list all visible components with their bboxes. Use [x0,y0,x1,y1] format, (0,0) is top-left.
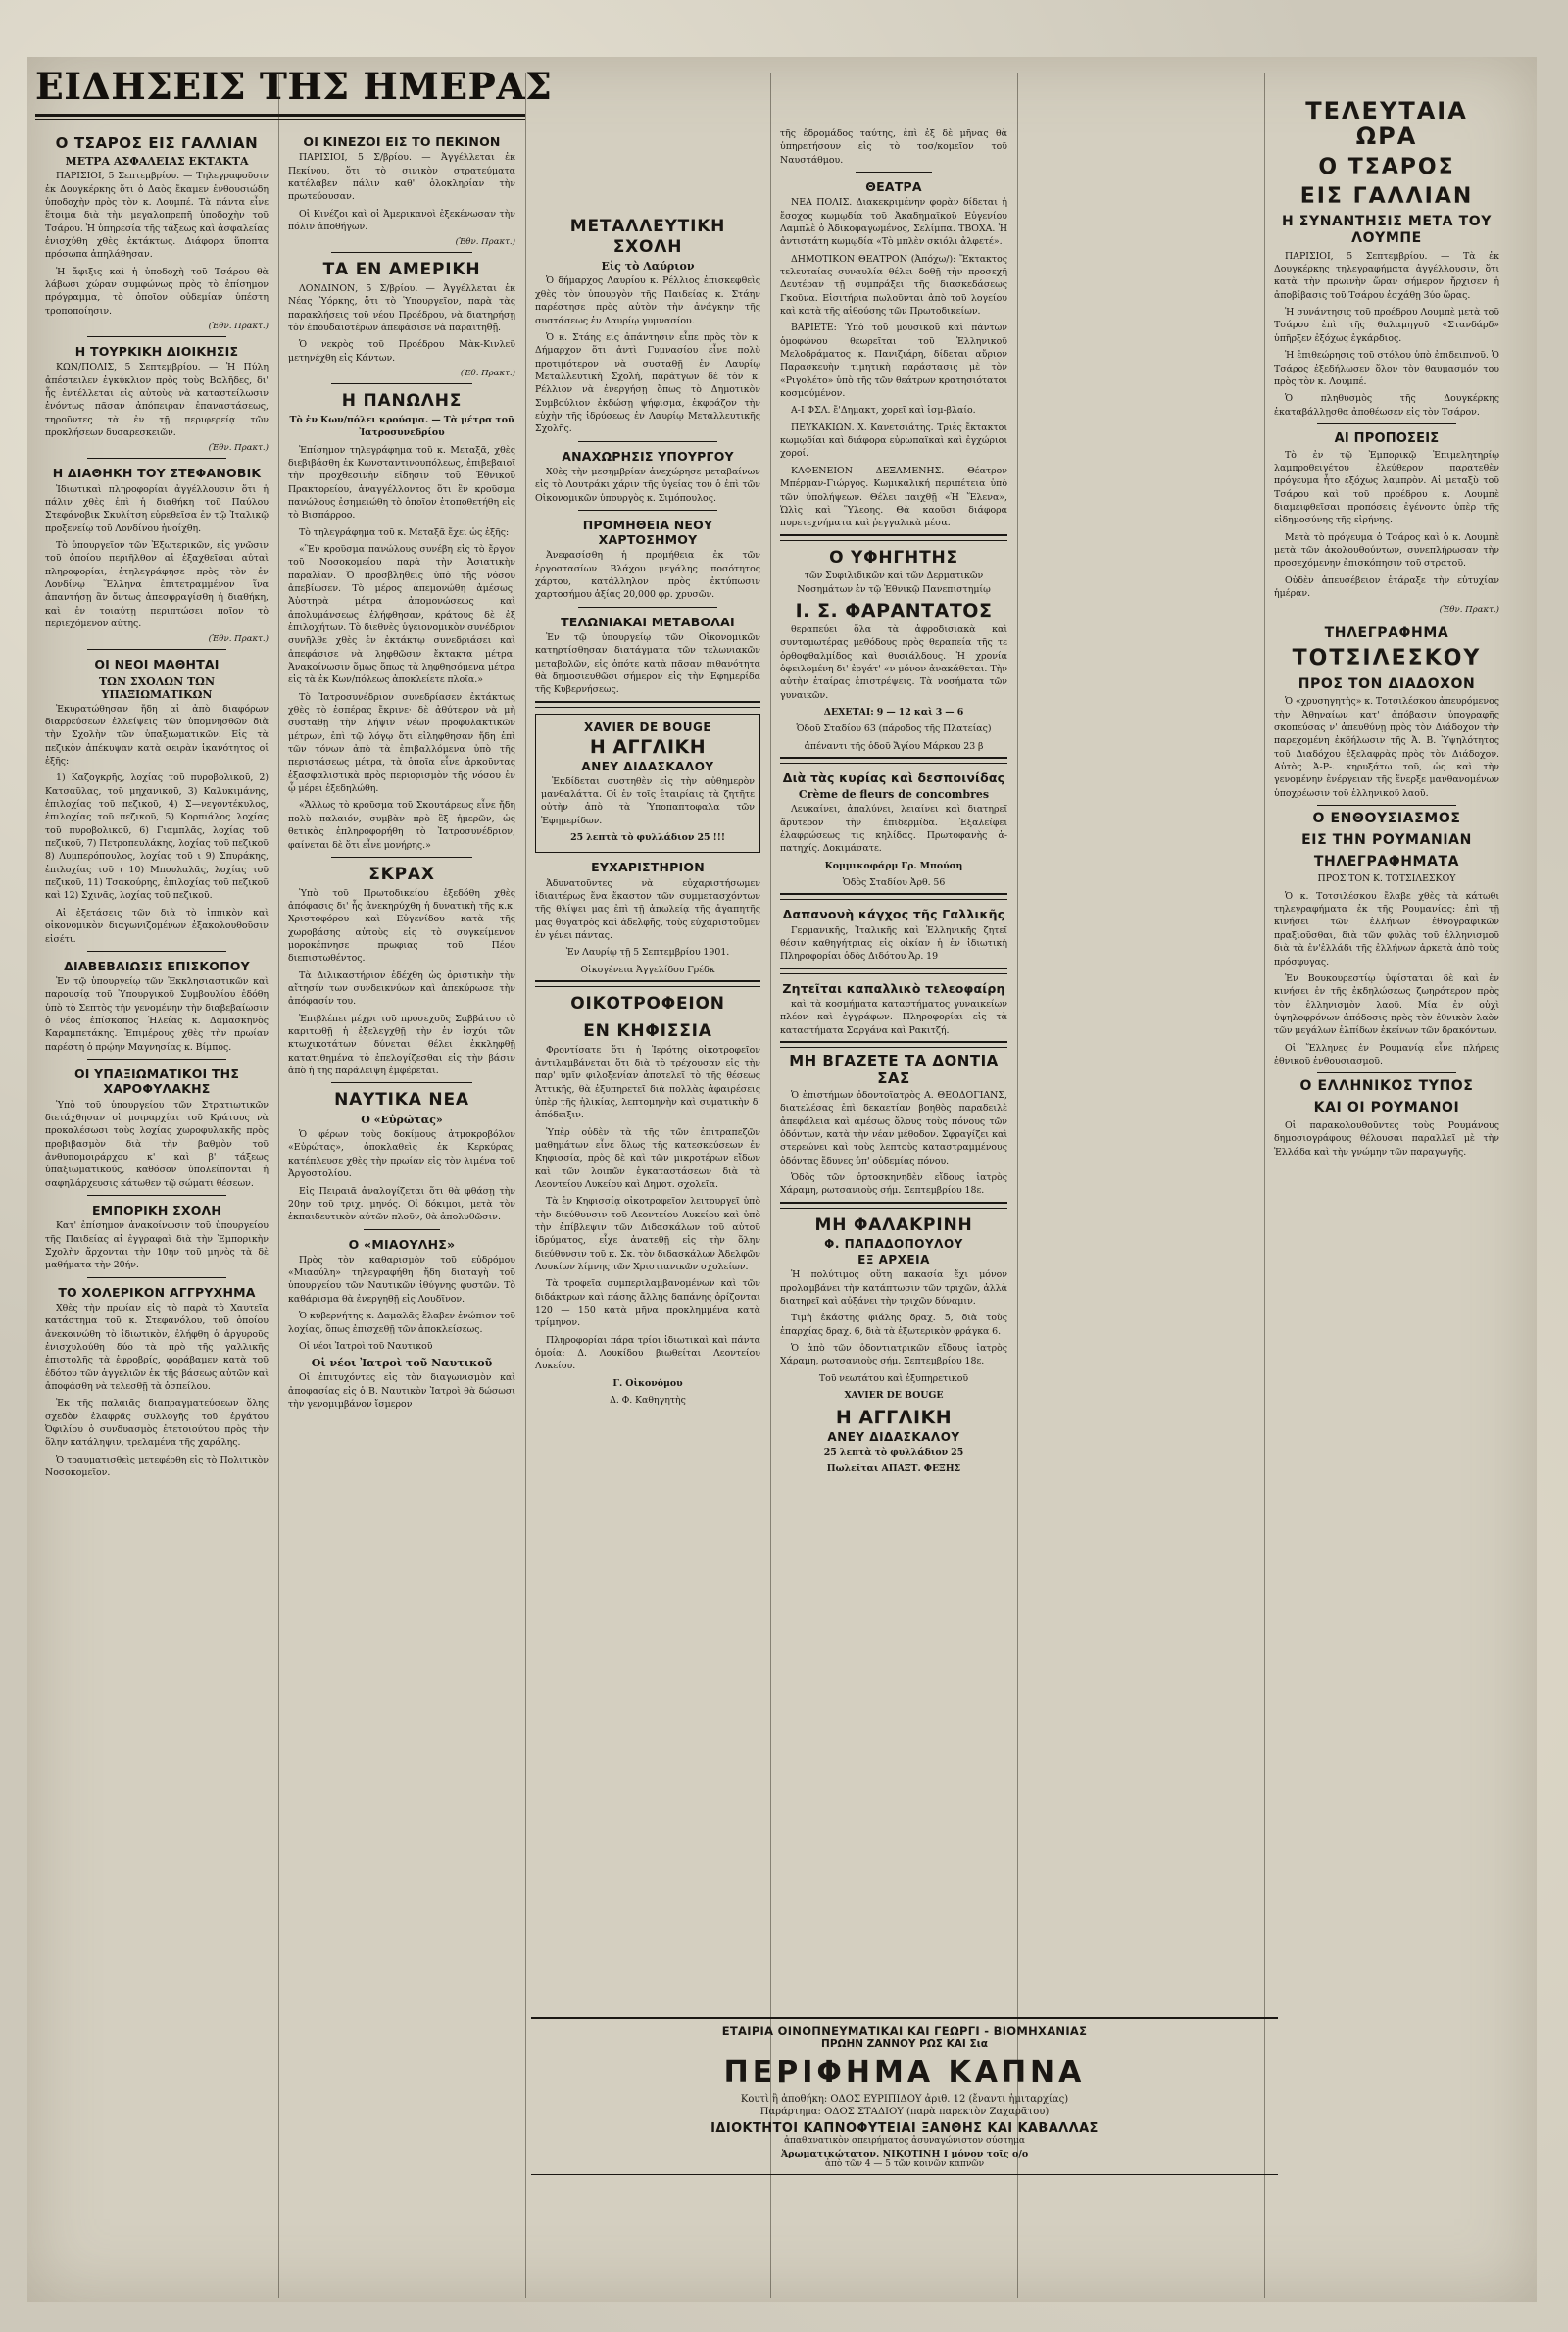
article-head-cholera-incident: ΤΟ ΧΟΛΕΡΙΚΟΝ ΑΓΓΡΥΧΗΜΑ [58,1284,256,1300]
divider [87,458,225,459]
ad-body: Γερμανικῆς, Ἰταλικῆς καὶ Ἑλληνικῆς ζητεῖ θέσιν καθηγήτριας εἰς οἰκίαν ἡ ἐν ἰδιωτικὴ Πληροφορίαι ὁδὸς Διδότου Ἀρ. 19 [780,924,1007,963]
article-body: ΠΑΡΙΣΙΟΙ, 5 Σ/βρίου. — Ἀγγέλλεται ἐκ Πεκίνου, ὅτι τὸ σινικὸν στρατεύματα κατέλαβεν πάλιν καθ' ὁλοκληρίαν τὴν πρωτεύουσαν. [288,152,515,203]
ad-head-dentist: ΜΗ ΒΓΑΖΕΤΕ ΤΑ ΔΟΝΤΙΑ ΣΑΣ [789,1051,999,1087]
ad-company-name: ΕΤΑΙΡΙΑ ΟΙΝΟΠΝΕΥΜΑΤΙΚΑΙ ΚΑΙ ΓΕΩΡΓΙ - ΒΙΟΜΗΧΑΝΙΑΣ [721,2024,1088,2038]
article-head-mining-school: ΜΕΤΑΛΛΕΥΤΙΚΗ ΣΧΟΛΗ [569,217,726,257]
article-body: Ἀδυνατοῦντες νὰ εὐχαριστήσωμεν ἰδιαιτέρως ἕνα ἕκαστον τῶν συμμετασχόντων τῆς θλίψει μας ἐπὶ τῇ ἀπωλείᾳ τῆς ἀγαπητῆς μας θυγατρὸς καὶ ἀδελφῆς, τοὺς εὐχαριστοῦμεν ἐν γένει πάντας. [535,877,760,942]
article-sub-navy-doctors: Οἱ νέοι Ἰατροὶ τοῦ Ναυτικοῦ [311,1357,493,1370]
article-signature: (Ἐθν. Πρακτ.) [208,443,269,454]
article-signature: (Ἐθν. Πρακτ.) [455,237,515,248]
article-sub-security: ΜΕΤΡΑ ΑΣΦΑΛΕΙΑΣ ΕΚΤΑΚΤΑ [65,155,249,169]
headline-and-romanians: ΚΑΙ ΟΙ ΡΟΥΜΑΝΟΙ [1313,1100,1460,1116]
article-body: Κατ' ἐπίσημον ἀνακοίνωσιν τοῦ ὑπουργείου τῆς Παιδείας αἱ ἐγγραφαὶ διὰ τὴν Ἐμπορικὴν Σχολὴν ἄρχονται τὴν 10ην τοῦ μηνὸς τὰ δὲ μαθήματα τὴν 20ήν. [45,1220,269,1271]
article-body: ΠΑΡΙΣΙΟΙ, 5 Σεπτεμβρίου. — Τηλεγραφοῦσιν ἐκ Δουγκέρκης ὅτι ὁ Δαὸς ἔκαμεν ἐνθουσιώδη ὑποδοχὴν πρὸς τὸν κ. Λουμπέ. Τὰ πάντα εἶνε ἕτοιμα διὰ τὴν μεγαλοπρεπῆ ὑποδοχὴν τοῦ Τσάρου. Ἡ ὑπηρεσία τῆς τάξεως καὶ ἀσφαλείας ἐνισχύθη χθὲς ἑκτάκτως. Διάφορα ὕποπτα πρόσωπα ἀπηλάθησαν. [45,171,269,261]
ad-doctor-name: Ι. Σ. ΦΑΡΑΝΤΑΤΟΣ [795,599,993,621]
article-body: Οὐδὲν ἀπευσέβειον ἐτάραξε τὴν εὐτυχίαν ἡμέραν. [1274,574,1499,600]
headline-telegram: ΤΗΛΕΓΡΑΦΗΜΑ [1324,624,1449,641]
divider [578,607,718,608]
article-body: Ὁ «χρυσηγητὴς» κ. Τοτσιλέσκου ἀπευρόμενος τὴν Ἀθηναίων κατ' ἀπόβασιν ὑπογραφῆς σκοπεύσας ν' ἀπευθύνῃ πρὸς τὸν Διάδοχον τὴν παρεχομένη ἐκδήλωσιν τῆς Ἀ. Β. Ὑψηλότητος τοῦ Διαδόχου ἐξελαφρὰς πρὸς τὸν Διάδοχον. Αὐτὸς Ἀ-Ρ-. κηρυξάτω τοῦ, ὡς καὶ τὴν γενομένην ἐνέργειαν τῆς ἕνερξε μανθανομένων ὑποχρέωσιν τοῦ ἑλληνικοῦ λαοῦ. [1274,696,1499,799]
article-continuation: τῆς ἑδρομάδος ταύτης, ἐπὶ ἐξ δὲ μῆνας θὰ ὑπηρετήσουν εἰς τὸ τοσ/κομεῖον τοῦ Ναυστάθμου. [780,128,1007,166]
column-1 [35,73,278,2298]
ad-body: Ὁδὸς τῶν ὁρτοσκηνηδὲν εἴδους ἰατρὸς Χάραμη, ρωτσανιοὺς σήμ. Σεπτεμβρίου 18ε. [780,1171,1007,1197]
column-5 [1017,73,1264,2298]
article-head-commercial-school: ΕΜΠΟΡΙΚΗ ΣΧΟΛΗ [91,1203,222,1218]
article-body: Τὸ Ἰατροσυνέδριον συνεδρίασεν ἐκτάκτως χθὲς τὸ ἑσπέρας ἔκρινε· δὲ ἀθύτερον νὰ μὴ συσταθῇ τὴν λήψιν νέων προφυλακτικῶν μέτρων, ἐπὶ τῷ λόγῳ ὅτι εἰληφθησαν ἤδη ἐπὶ τῶν τόνων ἀπὸ τὰ ἐπιβαλλόμενα ὑπὸ τῆς περιστάσεως μέτρα, τὰ ὁποῖα εἶνε ἀρκοῦντας ἐξασφαλιστικὰ πρὸς περιορισμὸν τῆς νόσου ἐν ᾧ μέρει ἐξεδηλώθη. [288,691,515,795]
article-body: ΠΑΡΙΣΙΟΙ, 5 Σεπτεμβρίου. — Τὰ ἐκ Δουγκέρκης τηλεγραφήματα ἀγγέλλουσιν, ὅτι κατὰ τὴν πρωινὴν ὥραν σήμερον ἤρχισεν ἡ ἀποβίβασις τοῦ Τσάρου ἐσχάθῃ 3ύο ὥρας. [1274,250,1499,301]
ad-plantations: ΙΔΙΟΚΤΗΤΟΙ ΚΑΠΝΟΦΥΤΕΙΑΙ ΞΑΝΘΗΣ ΚΑΙ ΚΑΒΑΛΛΑΣ [710,2121,1099,2136]
article-kicker: Τὸ ἐν Κων/πόλει κρούσμα. — Τὰ μέτρα τοῦ Ἰατροσυνεδρίου [289,414,514,439]
article-body: Ἐπιβλέπει μέχρι τοῦ προσεχοῦς Σαββάτου τὸ καριτωθῇ ἡ ἐξελεγχθῇ τὴν ἐν ἰσχύι τῶν κτωχικοτάτων δύνεται θέλει ἐκκληφθῇ κατατιθημένα τὸ ἐπελογίζεσθαι εἰς τὴν βάσιν ἀπὸ ἡ τῆς παράλειψη ἐμφέρεται. [288,1013,515,1077]
divider [87,951,225,952]
article-head-america: ΤΑ ΕΝ ΑΜΕΡΙΚΗ [322,260,481,280]
ad-product-name: Crème de fleurs de concombres [798,788,990,802]
divider [1317,423,1457,424]
theatre-listing: ΚΑΦΕΝΕΙΟΝ ΔΕΞΑΜΕΝΗΣ. Θέατρον Μπέρμαν-Γιώργος. Κωμικαλική περιπέτεια ὑπὸ τῶν ὑπολήψεων. Θέλει παιχθῇ «Ἡ Ἕλενα», Ὡλὶς καὶ Ὕλεοης. Θὰ καοῦσι διάφορα πυρετεχνήματα καὶ ῥεγγαλικὰ μέσα. [780,465,1007,529]
ad-body: Πληροφορίαι πάρα τρίοι ἰδιωτικαὶ καὶ πάντα ὁμοία: Δ. Λουκίδου βιωθείται Λεοντείου Λυκείου. [535,1334,760,1372]
article-body: ΚΩΝ/ΠΟΛΙΣ, 5 Σεπτεμβρίου. — Ἡ Πύλη ἀπέστειλεν ἐγκύκλιον πρὸς τοὺς Βαλῆδες, δι' ἧς ἐντέλλεται εἰς αὐτοὺς νὰ καταστείλωσιν ἐνόντως πᾶσαν ἀπόπειραν ἐπαναστάσεως, τηροῦντες τὰ ἐν τῇ περιφερείᾳ τῶν προκλήσεων δυσαρεσκειῶν. [45,362,269,439]
article-body: Ὁ τραυματισθεὶς μετεφέρθη εἰς τὸ Πολιτικὸν Νοσοκομεῖον. [45,1454,269,1479]
article-head-miaoulis: Ο «ΜΙΑΟΥΛΗΣ» [348,1236,456,1252]
article-body: «Ἓν κροῦσμα πανώλους συνέβη εἰς τὸ ἔργον τοῦ Νοσοκομείου παρὰ τὴν Ἀσιατικὴν παραλίαν. Ὁ προσβληθεὶς ὑπὸ τῆς νόσου ἀπεβίωσεν. Τὸ μέρος ἀπεμονώθη ἀμέσως. Ἀὐστηρὰ μέτρα ἀπομονώσεως καὶ ἀπολυμάνσεως ἐλήφθησαν, κράτους δὲ ἐξ ἐπιλοχήτων. Τὸ διεθνὲς ὑγειονομικὸν συνέδριον συνῆλθε χθὲς ἐν ἐκτάκτῳ συνεδριάσει καὶ ἀπεφάσισε νὰ ληφθῶσιν ἔκτακτα μέτρα. Ἀνακοίνωσιν ὅμως ὅπως τὰ ληφθησόμενα μέτρα εἰς τὰ ἐκ Κων/πόλεως ἀποκλείετε πλοῖα.» [288,543,515,686]
article-body: Μετὰ τὸ πρόγευμα ὁ Τσάρος καὶ ὁ κ. Λουμπὲ μετὰ τῶν ἀκολουθούντων, συνεπλήρωσαν τὴν προσεχόμενην ἐπισκόπησιν τοῦ στρατοῦ. [1274,531,1499,570]
ad-seller: Κομμικοφάρμ Γρ. Μπούση [824,860,963,871]
article-head-tsar-france: Ο ΤΣΑΡΟΣ ΕΙΣ ΓΑΛΛΙΑΝ [55,134,259,152]
ad-address-main: Κουτὶ ἢ ἀποθήκη: ΟΔΟΣ ΕΥΡΙΠΙΔΟΥ ἀριθ. 12 (ἔναντι ἡμιταρχίας) [740,2094,1069,2105]
article-body: Ὁ κ. Τοτσιλέσκου ἔλαβε χθὲς τὰ κάτωθι τηλεγραφήματα ἐκ τῆς Ρουμανίας: ἐπὶ τῇ κινήσει τῶν ἑλλήνων ἐθνογραφικῶν πραξιοῦσθαι, διὰ τῶν φυλὰς τοῦ ἑλληνισμοῦ διὰ τὰ ἐν'ἑλλάδι τῆς ἐλλήνων ἀρκετὰ ἀπὸ τοὺς πρόσφυγας. [1274,890,1499,968]
article-body: Ἰδιωτικαὶ πληροφορίαι ἀγγέλλουσιν ὅτι ἡ πάλιν χθὲς ἐπὶ ἡ διαθήκη τοῦ Παύλου Στεφάνοβικ Σκυλίτση εὑρεθεῖσα ἐν τῷ Ἰταλικῷ προξενείῳ τοῦ Λονδίνου ἠνοίχθη. [45,483,269,534]
article-body: Ἐκυρατώθησαν ἤδη αἱ ἀπὸ διαφόρων διαρρεύσεων ἐλλείψεις τῶν ὑπομνησθῶν διὰ τὴν Σχολὴν τῶν ὑπαξιωματικῶν. Εἰς τὰ πεζικὸν ἀπέκυψαν κατὰ σειρὰν ἱκανότητος οἱ ἑξῆς: [45,703,269,768]
ad-body: Τὰ τροφεῖα συμπεριλαμβανομένων καὶ τῶν διδάκτρων καὶ πάσης ἄλλης δαπάνης ὁρίζονται 120 — 150 κατὰ μῆνα προκλημμένα κατὰ τρίμηνον. [535,1278,760,1329]
ad-comparison-note: ἀπὸ τῶν 4 — 5 τῶν κοινῶν καπνῶν [824,2159,985,2169]
ad-address-branch: Παράρτημα: ΟΔΟΣ ΣΤΑΔΙΟΥ (παρὰ παρεκτὸν Ζαχαρᾶτου) [760,2107,1050,2117]
ad-publisher: Πωλεῖται ΑΠΑΞΤ. ΦΕΞΗΣ [826,1463,961,1474]
ad-address-extra: ἀπέναντι τῆς ὁδοῦ Ἄγίου Μάρκου 23 β [804,740,984,752]
divider [1317,1072,1457,1073]
article-body: Ὁ πληθυσμὸς τῆς Δουγκέρκης ἐκαταβάλλῃσθα ἀποθέωσεν εἰς τὸν Τσάρον. [1274,393,1499,418]
headline-to-totsilesku: ΠΡΟΣ ΤΟΝ Κ. ΤΟΤΣΙΛΕΣΚΟΥ [1317,873,1456,885]
ad-body: Ὁ ἀπὸ τῶν ὀδοντιατρικῶν εἴδους ἰατρὸς Χάραμη, ρωτσανιοὺς σήμ. Σεπτεμβρίου 18ε. [780,1343,1007,1367]
article-head-turkish-admin: Η ΤΟΥΡΚΙΚΗ ΔΙΟΙΚΗΣΙΣ [74,344,239,360]
article-body: Ὑπὸ τοῦ Πρωτοδικείου ἐξεδόθη χθὲς ἀπόφασις δι' ἧς ἀνεκηρύχθη ἡ δυνατικὴ τῆς κ.κ. Χριστοφόρου καὶ Εὐγενίδου κατὰ τῆς χωροβάσης αὐτοὺς εἰς τὸ συγκείμενον μοροκέπνησε πρωφιας τοῦ Πέου διεπιστωθέντος. [288,887,515,965]
ad-title-english: Η ΑΓΓΛΙΚΗ [835,1406,953,1428]
article-head-chinese-peking: ΟΙ ΚΙΝΕΖΟΙ ΕΙΣ ΤΟ ΠΕΚΙΝΟΝ [303,134,501,149]
ad-system-note: ἀπαθανατικὸν σπειρήματος ἀσυναγώνιστον σύστημα [783,2136,1026,2146]
article-list: 1) Καζογκρῆς, λοχίας τοῦ πυροβολικοῦ, 2) Κατσαῦλας, τοῦ μηχανικοῦ, 3) Καλυκιμάνης, ἐπιλοχίας τοῦ πεζικοῦ, 4) Σ—νεγοντέκυλος, ἐπιλοχίας τοῦ πεζικοῦ, 5) Κορπιάλος λοχίας τοῦ πυροβολικοῦ, 6) Γιαμπλᾶς, λοχίας τοῦ πεζικοῦ, 7) Πετροπευλάκης, λοχίας τοῦ πεζικοῦ 8) Λυμπερόπουλος, λοχίας τοῦ ι 9) Σπυράκης, ἐπιλοχίας τοῦ ι 10) Μπουλαλᾶς, λοχίας τοῦ πεζικοῦ, 11) Τσακούρης, ἐπιλοχίας τοῦ πεζικοῦ καὶ 12) Σχινᾶς, λοχίας τοῦ πεζικοῦ. [45,772,269,902]
article-body: Ὁ δήμαρχος Λαυρίου κ. Ρέλλιος ἐπισκεφθεὶς χθὲς τὸν ὑπουργὸν τῆς Παιδείας κ. Στάην παρέστησε πρὸς αὐτὸν τὴν ἀνάγκην τῆς συστάσεως ἐν Λαυρίῳ γυμνασίου. [535,275,760,326]
ad-product-headline: ΠΕΡΙΦΗΜΑ ΚΑΠΝΑ [723,2056,1086,2090]
double-rule [535,980,760,987]
section-head-theatres: ΘΕΑΤΡΑ [865,179,922,195]
double-rule [780,1041,1007,1048]
article-body: Ἀνεφασίσθη ἡ προμήθεια ἐκ τῶν ἐργοστασίων Βλάχου μεγάλης ποσότητος χάρτου, κατάλληλον πρὸς ἐκτύπωσιν χαρτοσήμου ἀξίας 20,000 φρ. χρυσῶν. [535,550,760,601]
ad-body: Ὑπὲρ οὐδὲν τὰ τῆς τῶν ἐπιτραπεζῶν μαθημάτων εἶνε ὅλως τῆς κατεσκεύσεων ἐν Κηφισσία, πρὸς δὲ καὶ τῶν μικροτέρων εἴδων καὶ τῶν λοιπῶν ἐγκαταστάσεων διὰ τὰ Λεοντείου Λυκείου καὶ Δημοτ. σχολεῖα. [535,1126,760,1190]
ad-address: Ὁδοῦ Σταδίου 63 (πάροδος τῆς Πλατείας) [796,723,992,735]
ad-head-lecturer: Ο ΥΦΗΓΗΤΗΣ [829,547,958,568]
article-signature: (Ἐθν. Πρακτ.) [208,322,269,332]
article-head-new-students: ΟΙ ΝΕΟΙ ΜΑΘΗΤΑΙ [94,657,220,672]
ad-specialty: τῶν Συφιλιδικῶν καὶ τῶν Δερματικῶν Νοσημάτων ἐν τῷ Ἐθνικῷ Πανεπιστημίῳ [797,571,991,595]
ad-english-book [535,714,760,854]
divider [87,1277,225,1278]
divider [331,252,472,253]
article-signature: (Ἐθν. Πρακτ.) [208,634,269,645]
article-body: Οἱ ἐπιτυχόντες εἰς τὸν διαγωνισμὸν καὶ ἀποφασίας εἰς ὁ Β. Ναυτικὸν Ἰατροὶ θὰ δώσωσι τὴν γενομιμβάνον ἴσμερον [288,1372,515,1410]
ad-body: Φροντίσατε ὅτι ἡ Ἱερότης οἰκοτροφεῖον ἀντιλαμβάνεται ὅτι διὰ τὸ τρέχουσαν εἰς τὴν παρ' ὑμῖν φιλοξενίαν ἀποτελεῖ τὸ τῆς θέσεως Ἀττικῆς, θὰ ἐξυπηρετεῖ διὰ πολλὰς ἀφαιρέσεις ὑπὲρ τῆς ἡλικίας, λεπτομηνὴν καὶ συματικὴν δ' ἀπόδειξιν. [535,1044,760,1121]
article-body: Οἱ παρακολουθοῦντες τοὺς Ρουμάνους δημοσιογράφους θέλουσαι παραλλεῖ μὲ τὴν Ἑλλάδα καὶ τὴν γνώμην τῶν παραγωγῆς. [1274,1119,1499,1158]
ad-body: θεραπεύει ὅλα τὰ ἀφροδισιακὰ καὶ συντομωτέρας μεθόδους πρὸς θεραπεία τῆς τε ὀρθοφθαλμίδος καὶ θυσιάλδους. Ἡ χρονία ὀφειλομένη δι' ἐργάτ' «ν μόνον ἀνακάθεται. Τὴν αὐτὴν ἑταίρας ἐπιστρέψεις. Τὰ νοσήματα τῶν γυναικῶν. [780,623,1007,701]
headline-to-crown-prince: ΠΡΟΣ ΤΟΝ ΔΙΑΔΟΧΟΝ [1298,675,1476,692]
ad-body: καὶ τὰ κοσμήματα καταστήματος γυναικείων πλέον καὶ ἐγγράφων. Πληροφορίαι εἰς τὰ καταστήματα Σαργάνα καὶ Ρακιτζή. [780,998,1007,1036]
ad-body: Ἡ πολύτιμος οὕτη πακασία ἔχι μόνον προλαμβάνει τὴν κατάπτωσιν τῶν τριχῶν, ἀλλὰ διατηρεῖ καὶ αὐξάνει τὴν τριχῶν δύναμιν. [780,1269,1007,1308]
article-date: Ἐν Λαυρίῳ τῇ 5 Σεπτεμβρίου 1901. [565,947,730,959]
ad-brand-name: Φ. ΠΑΠΑΔΟΠΟΥΛΟΥ [824,1237,963,1252]
divider [87,1059,225,1060]
ad-body: Λευκαίνει, ἀπαλύνει, λειαίνει καὶ διατηρεῖ ἄρυτερον τὴν ἐπιδερμίδα. Ἐξαλείφει ἐλαφρώσεως τις κηλίδας. Πρωτοφανὴς ἀ-πατηχίς. Δοκιμάσατε. [780,804,1007,855]
double-rule [780,893,1007,900]
ad-body: Τοῦ νεωτάτου καὶ ἐξυπηρετικοῦ [818,1372,969,1384]
article-body: Ἐν τῷ ὑπουργείῳ τῶν Ἐκκλησιαστικῶν καὶ παρουσίᾳ τοῦ Ὑπουργικοῦ Συμβουλίου ἐδόθη ὑπὸ τὸ Σεπτὸς τὴν γενομένην τὴν διαβεβαίωσιν ὁ νέος ἐπίσκοπος Ἠλείας κ. Δαμασκηνὸς Καραμπετάκης. Ἐπιμέρους χθὲς τὴν πρωίαν παρέστη ὁ πρῴην Μαγνησίας κ. Βίμπος. [45,976,269,1053]
ad-signature-role: Δ. Φ. Καθηγητὴς [610,1395,686,1407]
article-body: Ἐπίσημον τηλεγράφημα τοῦ κ. Μεταξᾶ, χθὲς διεβιβάσθη ἐκ Κωνσταντινουπόλεως, ἐπιβεβαιοῖ τὴν προχθεσινὴν εἴδησιν τοῦ Ἐθνικοῦ Πρακτορείου, ἀναγγέλλοντος ὅτι ἓν κροῦσμα πανώλους ἐσημειώθη τὸ ὁποῖον ἐτοποθετήθη εἰς τὸ Βισπάρροο. [288,444,515,521]
article-body: ΛΟΝΔΙΝΟΝ, 5 Σ/βρίου. — Ἀγγέλλεται ἐκ Νέας Ὑόρκης, ὅτι τὸ Ὑπουργεῖον, παρὰ τὰς παρακλήσεις τοῦ νέου Προέδρου, νὰ διατηρήσῃ τὸν ἐπουδαιοτέρων ἀπεφάσισε νὰ παραιτηθῇ. [288,283,515,334]
article-body: «Ἄλλως τὸ κροῦσμα τοῦ Σκουτάρεως εἶνε ἤδη πολὺ παλαιόν, συμβὰν πρὸ ἓξ ἡμερῶν, ὡς θετικὰς ἐπληροφορήθη τὸ Ἰατροσυνέδριον, φαίνεται δὲ ὅτι εἶνε μονήρης.» [288,800,515,851]
theatre-listing: Α-Ι ΦΣΛ. ἔ'Δημακτ, χορεῖ καὶ ἱσμ-βλαίο. [791,405,976,417]
double-rule [780,534,1007,541]
ad-brand-origin: ΕΞ ΑΡΧΕΙΑ [858,1253,930,1267]
ad-sub-kifissia: ΕΝ ΚΗΦΙΣΣΙΑ [583,1020,712,1041]
bottom-advertisement [531,2017,1278,2175]
article-body: Χθὲς τὴν μεσημβρίαν ἀνεχώρησε μεταβαίνων εἰς τὸ Λουτράκι χάριν τῆς ὑγείας του ὁ ἐπὶ τῶν Οἰκονομικῶν ὑπουργὸς κ. Σιμόπουλος. [535,466,760,504]
headline-to-france: ΕΙΣ ΓΑΛΛΙΑΝ [1299,183,1474,209]
ad-subtitle-no-teacher: ΑΝΕΥ ΔΙΔΑΣΚΑΛΟΥ [827,1429,960,1444]
article-sub-evrotas: Ο «Εὐρώτας» [361,1114,443,1127]
ad-signature: Γ. Οἰκονόμου [612,1377,683,1389]
article-signature: (Ἐθν. Πρακτ.) [1439,604,1499,615]
article-body: Εἰς Πειραιᾶ ἀναλογίζεται ὅτι θὰ φθάσῃ τὴν 20ην τοῦ τριχ. μηνός. Οἱ δόκιμοι, μετὰ τὸν ἐκπαιδευτικὸν αὐτῶν πλοῦν, θὰ ἀπολυθῶσιν. [288,1185,515,1223]
double-rule [780,757,1007,764]
article-head-customs-changes: ΤΕΛΩΝΙΑΚΑΙ ΜΕΤΑΒΟΛΑΙ [561,614,735,629]
theatre-listing: ΠΕΥΚΑΚΙΩΝ. Χ. Κανετσιάτης. Τριὲς ἔκτακτοι κωμῳδίαι καὶ διάφορα εὐρωπαϊκαὶ καὶ ἐγχώριοι χοροί. [780,422,1007,460]
ad-body: Τιμὴ ἑκάστης φιάλης δραχ. 5, διὰ τοὺς ἐπαρχίας δραχ. 6, διὰ τὰ ἐξωτερικὸν φράγκα 6. [780,1313,1007,1337]
article-body: Ἡ ἐπιθεώρησις τοῦ στόλου ὑπὸ ἐπιδειπνοῦ. Ὁ Τσάρος ἐξεδήλωσεν ὅλον τὸν θαυμασμόν του πρὸς τὸν κ. Λουμπέ. [1274,350,1499,387]
article-family-name: Οἰκογένεια Ἀγγελίδου Γρέδκ [580,964,715,975]
ad-price: 25 λεπτὰ τὸ φυλλάδιον 25 !!! [570,832,725,844]
article-body: Ἐν τῷ ὑπουργείῳ τῶν Οἰκονομικῶν κατηρτίσθησαν διατάγματα τῶν τελωνιακῶν μεταβολῶν, εἰς ὁπότε κατὰ πᾶσαν πιθανότητα θὰ δημοσιευθῶσι σήμερον εἰς τὴν Ἐφημερίδα τῆς Κυβερνήσεως. [535,632,760,696]
divider [578,441,718,442]
article-head-toasts: ΑΙ ΠΡΟΠΟΣΕΙΣ [1334,430,1440,446]
column-3 [525,73,770,2298]
article-head-gendarmerie-ncos: ΟΙ ΥΠΑΞΙΩΜΑΤΙΚΟΙ ΤΗΣ ΧΑΡΟΦΥΛΑΚΗΣ [74,1067,240,1097]
double-rule [780,1202,1007,1209]
article-head-minister-departure: ΑΝΑΧΩΡΗΣΙΣ ΥΠΟΥΡΓΟΥ [562,448,734,464]
ad-nicotine-note: Ἀρωματικώτατον. ΝΙΚΟΤΙΝΗ Ι μόνον τοῖς ο/ο [780,2149,1029,2159]
masthead-title: ΕΙΔΗΣΕΙΣ ΤΗΣ ΗΜΕΡΑΣ [35,65,553,108]
headline-enthusiasm: Ο ΕΝΘΟΥΣΙΑΣΜΟΣ [1312,811,1461,827]
article-body: Οἱ νέοι Ἰατροὶ τοῦ Ναυτικοῦ [299,1340,433,1352]
divider [856,172,933,173]
theatre-listing: ΒΑΡΙΕΤΕ: Ὑπὸ τοῦ μουσικοῦ καὶ πάντων ὁμοφώνου θεωρεῖται τοῦ Ἑλληνικοῦ Μελοδράματος κ. Πανιζιάρη, δίδεται αὔριον Παρασκευὴν τιμητικὴ παράστασις μὲ τὸν «Ριγολέτο» ὑπὸ τῆς τῶν θεάτρων κρατησιότατοι κοσμούμένον. [780,323,1007,400]
headline-tsar: Ο ΤΣΑΡΟΣ [1318,154,1455,179]
article-body: Τὰ Διλικαστήριον ἐδέχθη ὡς ὀριστικὴν τὴν αἴτησίν των συνδεικνύων καὶ ἀπεκύρωσε τὴν ἀπόφασίν του. [288,969,515,1008]
article-body: Τὸ τηλεγράφημα τοῦ κ. Μεταξᾶ ἔχει ὡς ἑξῆς: [299,526,510,538]
article-body: Ἡ συνάντησις τοῦ προέδρου Λουμπὲ μετὰ τοῦ Τσάρου ἐπὶ τῆς θαλαμηγοῦ «Στανδάρδ» ὑπῆρξεν ἐξόχως ἐγκάρδιος. [1274,307,1499,344]
article-head-naval-news: ΝΑΥΤΙΚΑ ΝΕΑ [334,1090,469,1111]
article-body: Τὸ ὑπουργεῖον τῶν Ἐξωτερικῶν, εἰς γνῶσιν τοῦ ὁποίου περιῆλθον αἱ ἐξαχθεῖσαι αὐταὶ πληροφορίαι, ἐτηλεγράφησε πρὸς τὸν ἐν Λονδίνῳ Ἕλληνα ἐπιτετραμμένον ἵνα ἀπαντήσῃ ἂν ὄντως ἀπεσφραγίσθη ἡ διαθήκη, καὶ ἐν τοιαύτῃ περιπτώσει ποῖον τὸ περιεχόμενον αὐτῆς. [45,540,269,630]
column-6 [1264,73,1509,2298]
divider [364,1229,441,1230]
article-body: Ἡ ἄφιξις καὶ ἡ ὑποδοχὴ τοῦ Τσάρου θὰ λάβωσι χώραν συμφώνως πρὸς τὸ ἐπίσημον πρόγραμμα, τὸ ὁποῖον οὐδεμίαν ὑπέστη τροποποίησιν. [45,266,269,317]
article-body: Τὸ ἐν τῷ Ἐμπορικῷ Ἐπιμελητηρίῳ λαμπροθειγέτου ἐλεύθερον παρατεθὲν πρόγευμα ἦτο ἐξόχως λαμπρὸν. Αἱ μεταξὺ τοῦ Τσάρου καὶ τοῦ προέδρου κ. Λουμπὲ διαμειφθεῖσαι προπόσεις ἐγένοντο ὑπὲρ τῆς εἰδημοσύνης τῆς εἰρήνης. [1274,449,1499,526]
headline-meeting-loubet: Η ΣΥΝΑΝΤΗΣΙΣ ΜΕΤΑ ΤΟΥ ΛΟΥΜΠΕ [1282,214,1492,246]
divider [578,510,718,511]
article-signature: (Ἐθ. Πρακτ.) [460,369,515,379]
headline-telegrams: ΤΗΛΕΓΡΑΦΗΜΑΤΑ [1313,853,1460,869]
article-body: Ὁ νεκρὸς τοῦ Προέδρου Μὰκ-Κινλεϋ μετηνέχθη εἰς Κάντων. [288,339,515,364]
column-grid [35,73,1525,2298]
ad-body: Ὁ ἐπιστήμων ὀδοντοϊατρὸς Α. ΘΕΟΔΟΓΙΑΝΣ, διατελέσας ἐπὶ δεκαετίαν βοηθὸς παραδειλὲ ἀπεφάλεια καὶ ἀμέσως ὅλους τοὺς πόνους τῶν ὀδόντων, κατὰ τὴν νέαν μέθοδον. Σφραγίζει καὶ στερεώνει καὶ τοὺς λεπτοὺς καταστραμμένους ὀδόντας ἔδυνες ὑπ' οὐδεμίας πόνου. [780,1089,1007,1166]
article-head-stefanovik-will: Η ΔΙΑΘΗΚΗ ΤΟΥ ΣΤΕΦΑΝΟΒΙΚ [52,466,262,481]
column-2 [278,73,525,2298]
section-head-latest-hour: ΤΕΛΕΥΤΑΙΑ ΩΡΑ [1305,97,1468,151]
ad-address: Ὁδὸς Σταδίου Ἀρθ. 56 [842,877,946,889]
ad-author-name: XAVIER DE BOUGE [583,719,712,734]
article-body: Ὑπὸ τοῦ ὑπουργείου τῶν Στρατιωτικῶν διετάχθησαν οἱ μοιραρχίαι τοῦ Κράτους νὰ προκαλέσωσι τοὺς λοχίας χωροφυλακῆς πρὸς προβιβασμὸν διὰ τὴν βαθμὸν τοῦ ἀνθυπομοιράρχου κ' καὶ β' τάξεως ὑπαξιωματικούς, καθόσον ὑπολείπονται ἡ σαφηλάρχευσις κάτωθεν τῷ σώματι θέσεων. [45,1099,269,1189]
article-head-bishop-affirmation: ΔΙΑΒΕΒΑΙΩΣΙΣ ΕΠΙΣΚΟΠΟΥ [64,958,250,973]
divider [87,649,225,650]
article-body: Ὁ φέρων τοὺς δοκίμους ἀτμοκροβόλον «Εὐρώτας», ὁποκλαθεὶς ἐκ Κερκύρας, κατέπλευσε χθὲς τὴν πρωίαν εἰς τὸν λιμένα τοῦ Ἀργοστολίου. [288,1129,515,1180]
article-head-skrach: ΣΚΡΑΧ [368,864,435,884]
headline-greek-press: Ο ΕΛΛΗΝΙΚΟΣ ΤΥΠΟΣ [1299,1078,1474,1095]
theatre-listing: ΔΗΜΟΤΙΚΟΝ ΘΕΑΤΡΟΝ (Ἀπόχω/): Ἔκτακτος τελευταίας συναυλία θέλει δοθῇ τὴν προσεχῆ Δευτέραν τῇ συμπράξει τῆς διασκεδάσεως Γκοῦνα. Εἰσιτήρια πωλοῦνται ἀπὸ τοῦ λογείου καὶ κατὰ τῆς αἰθούσης τῶν Πρωτοδικείων. [780,253,1007,318]
double-rule [535,701,760,708]
ad-price: 25 λεπτὰ τὸ φυλλάδιον 25 [823,1446,964,1458]
divider [87,1195,225,1196]
article-body: Αἱ ἐξετάσεις τῶν διὰ τὸ ἱππικὸν καὶ οἰκονομικὸν διαγωνιζομένων ἐξακολουθοῦσιν εἰσέτι. [45,907,269,945]
ad-body: Ἐκδίδεται συστηθὲν εἰς τὴν αὐθημερὸν μανθαλάττα. Οἱ ἐν τοῖς ἑταιρίαις τὰ ζητῆτε οὐτὴν ἀπὸ τὰ Ὑποπαπτοφαλα τῶν Ἐφημερίδων. [541,775,755,826]
divider [331,857,472,858]
divider [87,336,225,337]
ad-head-language-teacher: Δαπανονὴ κάγχος τῆς Γαλλικῆς [782,907,1005,922]
divider [331,383,472,384]
divider [331,1082,472,1083]
article-head-plague: Η ΠΑΝΩΛΗΣ [341,391,463,412]
ad-head-antidandruff: ΜΗ ΦΑΛΑΚΡΙΝΗ [814,1215,973,1235]
article-body: Οἱ Ἕλληνες ἐν Ρουμανίᾳ εἶνε πλήρεις ἐθνικοῦ ἐνθουσιασμοῦ. [1274,1042,1499,1067]
article-body: Ὁ κυβερνήτης κ. Δαμαλᾶς ἔλαβεν ἐνώπιον τοῦ λοχίας, ὅπως ἐπισχεθῇ τῶν ἀποκλείσεως. [288,1311,515,1335]
divider [1317,805,1457,806]
ad-subtitle-no-teacher: ΑΝΕΥ ΔΙΔΑΣΚΑΛΟΥ [581,759,714,773]
article-head-thanks-notice: ΕΥΧΑΡΙΣΤΗΡΙΟΝ [591,860,705,875]
article-sub-lavrion: Εἰς τὸ Λαύριον [601,260,695,273]
ad-body: Τὰ ἐν Κηφισσίᾳ οἰκοτροφεῖον λειτουργεῖ ὑπὸ τὴν διεύθυνσιν τοῦ Λεοντείου Λυκείου καὶ ὑπὸ τὴν ἐπίβλεψιν τῶν Διδασκάλων τοῦ αὐτοῦ ἱδρύματος, εἶχε ἀνατεθῇ εἰς τὴν ὅλην διεύθυνσιν τοῦ κ. Σκ. τὸν διδασκάλων Ἀδελφῶν Λουκίων λίμνης τῶν Χριστιανικῶν σχολείων. [535,1196,760,1273]
ad-head-boarding-school: ΟΙΚΟΤΡΟΦΕΙΟΝ [570,994,725,1015]
article-body: Πρὸς τὸν καθαρισμὸν τοῦ εὐδρόμου «Μιαούλη» τηλεγραφήθη ἤδη διαταγὴ τοῦ ὑπουργείου τῶν Ναυτικῶν ἰθύγνης φυστῶν. Τὸ καθάρισμα θὰ ἐνεργηθῇ εἰς Λουδῖνον. [288,1254,515,1305]
column-4 [770,73,1017,2298]
ad-author: XAVIER DE BOUGE [844,1390,944,1402]
article-body: Ὁ κ. Στάης εἰς ἀπάντησιν εἶπε πρὸς τὸν κ. Δήμαρχον ὅτι ἀντὶ Γυμνασίου εἶνε πολὺ προτιμότερον νὰ συσταθῇ ἐν Λαυρίῳ Μεταλλευτικὴ Σχολή, παράτγων δὲ τὸν κ. Ρέλλιον νὰ ἐνεργήσῃ ὅπως τὸ Δημοτικὸν Συμβούλιον ἐκδώσῃ ψήφισμα, ἐκφράζον τὴν εὐχὴν τῆς ἱδρύσεως ἐν Λαυρίῳ Μεταλλευτικῆς Σχολῆς. [535,331,760,435]
headline-in-romania: ΕΙΣ ΤΗΝ ΡΟΥΜΑΝΙΑΝ [1301,831,1472,848]
theatre-listing: ΝΕΑ ΠΟΛΙΣ. Διακεκριμένην φορὰν δίδεται ἡ ἔσοχος κωμῳδία τοῦ Ἀκαδημαϊκοῦ Εὐγενίου Λαμπλὲ ὁ Ἀδικοφαγωμένος, Σελίμπα. ΤΒΟΧΑ. Ἡ ἀντιστάτη κωμῳδία «Τὸ μπλὲν σκιόλι ἀλφετέ». [780,197,1007,248]
ad-head-ladies-cream: Διὰ τὰς κυρίας καὶ δεσποινίδας [782,770,1005,786]
ad-hours: ΔΕΧΕΤΑΙ: 9 — 12 καὶ 3 — 6 [823,707,964,719]
article-body: Ἐν Βουκουρεστίῳ ὑφίσταται δὲ καὶ ἐν κινήσει ἐν τῆς ἐκδηλώσεως ζωηρότερον πρὸς τὸν ἑλληνισμὸν λαοῦ. Μία ἐν οὐχὶ ὑψηλοφρόνων ἀπόδοσις πρὸς τὸν ἐθνικὸν λαὸν τῶν μεγάλων ἐλπίδων ἐκείνων τῶν δρακόντων. [1274,972,1499,1037]
ad-former-name: ΠΡΩΗΝ ΖΑΝΝΟΥ ΡΩΣ ΚΑΙ Σια [821,2038,988,2050]
article-body: Χθὲς τὴν πρωίαν εἰς τὸ παρὰ τὸ Χαυτεῖα κατάστημα τοῦ κ. Στεφανόλου, τοῦ ὁποίου ἀνεκοινώθη τὸ ἰδιωτικὸν, ἐλήφθη ὁ ἀργυροῦς ἐνισχυλούθη δύο τὰ πρὸ τῆς γαλλικῆς ἐπιστολῆς τὰ ἐφροβρίς, φοράβαμεν κατὰ τοῦ ἐδότου τῶν ἀγγελιῶν ἐκ τῆς βάσεως αὐτῶν καὶ ἀποφάσθη νὰ τελεσθῇ τὰ ὀσπείλου. [45,1302,269,1393]
headline-totsilesku: ΤΟΤΣΙΛΕΣΚΟΥ [1292,646,1482,671]
article-sub-nco-schools: ΤΩΝ ΣΧΟΛΩΝ ΤΩΝ ΥΠΑΞΙΩΜΑΤΙΚΩΝ [99,674,215,701]
ad-head-wanted-position: Ζητεῖται καπαλλικὸ τελεοφαίρη [782,980,1005,996]
article-body: Ἐκ τῆς παλαιᾶς διαπραγματεύσεων ὅλης σχεδὸν ἐλαφρᾶς συλλογῆς τοῦ ἐργάτου Ὀφιλίου ὁ συνδυασμὸς ἐτετοιούτου πρὸς τὴν ὅλην κατάληψιν, τρελαμένα τῆς χαράλης. [45,1398,269,1449]
article-body: Οἱ Κινέζοι καὶ οἱ Ἀμερικανοὶ ἐξεκένωσαν τὴν πόλιν ἀποθήγων. [288,208,515,232]
ad-title-english: Η ΑΓΓΛΙΚΗ [589,735,707,758]
article-head-new-stamp-paper: ΠΡΟΜΗΘΕΙΑ ΝΕΟΥ ΧΑΡΤΟΣΗΜΟΥ [582,517,713,548]
double-rule [780,968,1007,974]
